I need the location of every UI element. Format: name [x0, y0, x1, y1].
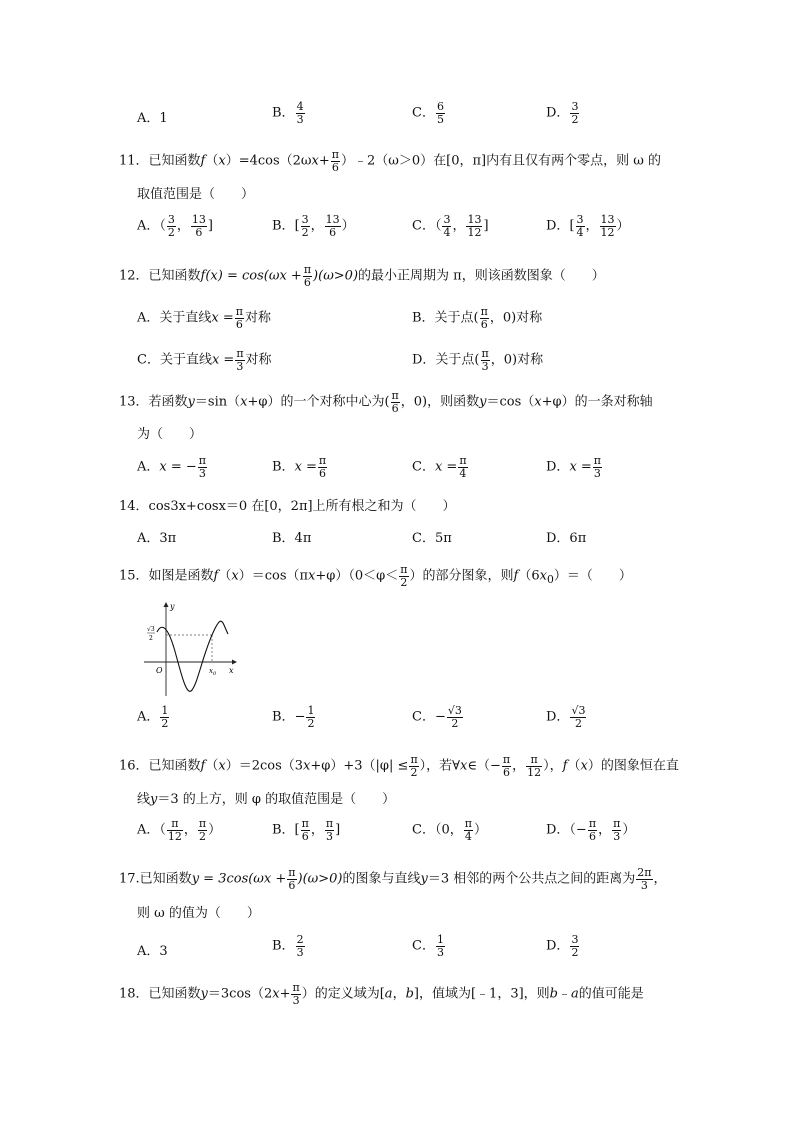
- q15-options: [0, 705, 794, 739]
- q15-option-a[interactable]: A． $\frac{1}{2}$: [137, 704, 169, 730]
- y-axis-label: y: [170, 602, 175, 611]
- q13-option-b[interactable]: B．x = $\frac{\pi}{6}$: [272, 454, 327, 480]
- q13-option-c[interactable]: C．x = $\frac{\pi}{4}$: [412, 454, 467, 480]
- q12-option-c[interactable]: C．关于直线x = $\frac{\pi}{3}$ 对称: [137, 347, 272, 373]
- q15-text: 15．如图是函数f（x）＝cos（πx+φ）（0＜φ＜ $\frac{\pi}{2}$ ）的部分图象，则$f(6x_0)=$（ ）: [119, 563, 632, 589]
- q11-option-d[interactable]: D．[ $\frac{3}{4}$ ， $\frac{13}{12}$ ）: [546, 213, 630, 239]
- q16-option-c[interactable]: C．（0， $\frac{\pi}{4}$ ）: [412, 817, 487, 843]
- q15-option-b[interactable]: B．− $\frac{1}{2}$: [272, 704, 315, 730]
- q16-options: [0, 818, 794, 852]
- q13-options: [0, 455, 794, 489]
- q10-option-a[interactable]: A．1: [137, 111, 168, 126]
- q12-stem: [0, 258, 794, 292]
- q11-text: 11．已知函数f（x）=4cos（2ωx+ $\frac{\pi}{6}$ ）﹣2（ω＞0）在[0，π]内有且仅有两个零点，则 ω 的: [119, 148, 661, 174]
- q17-option-a[interactable]: A．3: [137, 944, 168, 959]
- q10-option-d[interactable]: D． $\frac{3}{2}$: [546, 100, 579, 126]
- q16-option-a[interactable]: A．（ $\frac{\pi}{12}$ ， $\frac{\pi}{2}$ ）: [137, 817, 222, 843]
- q17-text-line2: 则 ω 的值为（ ）: [137, 906, 260, 921]
- q14-option-c[interactable]: C．5π: [412, 531, 452, 546]
- q18-text: 18．已知函数y＝3cos（2x+ $\frac{\pi}{3}$ ）的定义域为[a，b]，值域为[﹣1，3]，则b﹣a的值可能是: [119, 981, 644, 1007]
- q15-stem: [0, 558, 794, 592]
- q11-options: [0, 214, 794, 248]
- y-value-numerator: √3: [147, 626, 155, 633]
- q14-option-a[interactable]: A．3π: [137, 531, 177, 546]
- y-value-denominator: 2: [149, 635, 153, 642]
- q18-stem: [0, 976, 794, 1010]
- q12-option-a[interactable]: A．关于直线x = $\frac{\pi}{6}$ 对称: [137, 305, 271, 331]
- q17-text: 17.已知函数y = 3cos(ωx + $\frac{\pi}{6}$ )(ω>0)的图象与直线y＝3 相邻的两个公共点之间的距离为 $\frac{2\pi}{3}$ ，: [119, 866, 667, 892]
- q14-text: 14．cos3x+cosx＝0 在[0，2π]上所有根之和为（ ）: [119, 499, 456, 514]
- cosine-curve: [157, 621, 228, 691]
- q13-option-d[interactable]: D．x = $\frac{\pi}{3}$: [546, 454, 602, 480]
- q17-option-d[interactable]: D． $\frac{3}{2}$: [546, 933, 579, 959]
- q14-option-d[interactable]: D．6π: [546, 531, 587, 546]
- q11-text-line2: 取值范围是（ ）: [137, 187, 255, 202]
- q15-option-d[interactable]: D． $\frac{√3}{2}$: [546, 704, 586, 730]
- q11-option-b[interactable]: B．[ $\frac{3}{2}$ ， $\frac{13}{6}$ ）: [272, 213, 355, 239]
- q16-stem: [0, 748, 794, 782]
- y-axis-arrow: [164, 602, 169, 607]
- q12-option-b[interactable]: B．关于点( $\frac{\pi}{6}$ ，0)对称: [412, 305, 543, 331]
- q12-options-row1: [0, 300, 794, 334]
- q15-option-c[interactable]: C．− $\frac{√3}{2}$: [412, 704, 462, 730]
- q13-option-a[interactable]: A．x = − $\frac{\pi}{3}$: [137, 454, 207, 480]
- x-axis-arrow: [232, 660, 237, 665]
- q11-stem: [0, 143, 794, 177]
- q17-stem: [0, 861, 794, 895]
- q16-option-d[interactable]: D．（− $\frac{\pi}{6}$ ， $\frac{\pi}{3}$ ）: [546, 817, 636, 843]
- q10-option-b[interactable]: B． $\frac{4}{3}$: [272, 100, 304, 126]
- q13-text-line2: 为（ ）: [137, 427, 203, 442]
- q17-options: [0, 934, 794, 968]
- q11-option-c[interactable]: C．（ $\frac{3}{4}$ ， $\frac{13}{12}$ ]: [412, 213, 489, 239]
- x0-label: $x_0$: [209, 667, 217, 677]
- q10-options: [0, 101, 794, 135]
- q16-text: 16．已知函数f（x）＝2cos（3x+φ）+3（|φ| ≤ $\frac{\pi}{2}$ ），若∀x∈（− $\frac{\pi}{6}$ ， $\frac{\pi}{12}$ ），f（x）的图象恒在直: [119, 753, 679, 779]
- q15-cosine-graph: [140, 598, 240, 698]
- q12-text: 12．已知函数f(x) = cos(ωx + $\frac{\pi}{6}$ )(ω>0)的最小正周期为 π，则该函数图象（ ）: [119, 263, 605, 289]
- q16-option-b[interactable]: B．[ $\frac{\pi}{6}$ ， $\frac{\pi}{3}$ ]: [272, 817, 341, 843]
- q12-options-row2: [0, 342, 794, 376]
- x-axis-label: x: [229, 666, 234, 675]
- q11-option-a[interactable]: A．（ $\frac{3}{2}$ ， $\frac{13}{6}$ ]: [137, 213, 213, 239]
- q17-option-b[interactable]: B． $\frac{2}{3}$: [272, 933, 304, 959]
- q13-text: 13．若函数y＝sin（x+φ）的一个对称中心为( $\frac{\pi}{6}$ ，0)，则函数y＝cos（x+φ）的一条对称轴: [119, 389, 653, 415]
- q13-stem: [0, 384, 794, 418]
- origin-label: O: [156, 666, 163, 675]
- q12-option-d[interactable]: D．关于点( $\frac{\pi}{3}$ ，0)对称: [412, 347, 544, 373]
- q10-option-c[interactable]: C． $\frac{6}{5}$: [412, 100, 444, 126]
- q14-option-b[interactable]: B．4π: [272, 531, 312, 546]
- q17-option-c[interactable]: C． $\frac{1}{3}$: [412, 933, 444, 959]
- q16-text-line2: 线y＝3 的上方，则 φ 的取值范围是（ ）: [137, 792, 396, 807]
